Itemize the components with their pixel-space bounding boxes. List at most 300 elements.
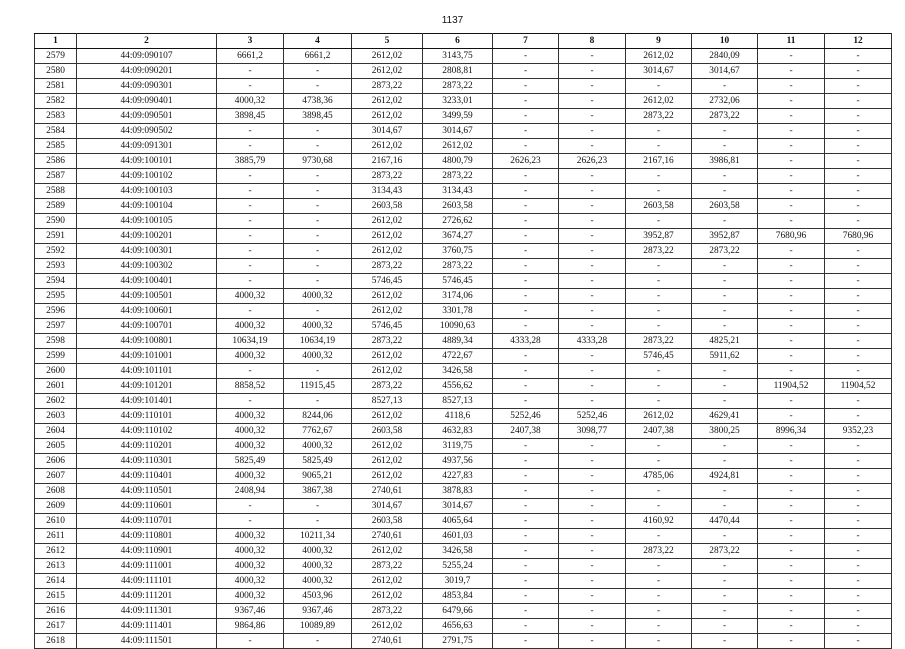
table-cell: 3014,67 — [352, 499, 423, 514]
table-cell: 2589 — [35, 199, 77, 214]
table-cell: 11904,52 — [758, 379, 825, 394]
table-cell: 2407,38 — [493, 424, 559, 439]
table-cell: 44:09:100301 — [77, 244, 217, 259]
table-cell: 2612,02 — [352, 214, 423, 229]
table-cell: 44:09:111001 — [77, 559, 217, 574]
table-cell: - — [493, 469, 559, 484]
table-cell: 2873,22 — [352, 559, 423, 574]
table-cell: 2609 — [35, 499, 77, 514]
table-cell: - — [825, 169, 892, 184]
table-cell: - — [559, 619, 626, 634]
table-cell: 10090,63 — [423, 319, 493, 334]
table-cell: - — [825, 334, 892, 349]
table-cell: 2587 — [35, 169, 77, 184]
table-cell: 44:09:110901 — [77, 544, 217, 559]
table-cell: - — [758, 169, 825, 184]
table-cell: 4738,36 — [284, 94, 352, 109]
table-cell: - — [758, 139, 825, 154]
table-cell: - — [284, 184, 352, 199]
table-row — [35, 619, 892, 634]
table-row — [35, 484, 892, 499]
table-row — [35, 559, 892, 574]
table-cell: - — [692, 484, 758, 499]
table-cell: - — [284, 499, 352, 514]
table-row — [35, 139, 892, 154]
table-row — [35, 334, 892, 349]
table-cell: 3174,06 — [423, 289, 493, 304]
table-header — [35, 34, 892, 49]
table-cell: - — [825, 619, 892, 634]
table-cell: - — [825, 349, 892, 364]
table-cell: - — [825, 589, 892, 604]
table-cell: - — [217, 259, 284, 274]
table-cell: - — [559, 229, 626, 244]
table-row — [35, 349, 892, 364]
table-cell: - — [493, 139, 559, 154]
table-cell: - — [217, 514, 284, 529]
table-cell: 2873,22 — [692, 544, 758, 559]
table-cell: 4000,32 — [217, 424, 284, 439]
table-cell: - — [626, 634, 692, 649]
table-cell: - — [493, 199, 559, 214]
table-cell: - — [692, 169, 758, 184]
table-cell: - — [825, 364, 892, 379]
table-cell: 10634,19 — [284, 334, 352, 349]
table-cell: - — [493, 124, 559, 139]
table-cell: - — [559, 499, 626, 514]
table-cell: - — [758, 199, 825, 214]
table-cell: - — [217, 64, 284, 79]
table-row — [35, 259, 892, 274]
table-cell: 2603 — [35, 409, 77, 424]
table-cell: - — [493, 619, 559, 634]
table-cell: 44:09:100401 — [77, 274, 217, 289]
table-cell: 2612,02 — [352, 469, 423, 484]
table-cell: 3014,67 — [423, 124, 493, 139]
table-cell: - — [758, 64, 825, 79]
table-cell: 44:09:100101 — [77, 154, 217, 169]
table-cell: - — [626, 499, 692, 514]
table-cell: 4470,44 — [692, 514, 758, 529]
table-cell: - — [284, 214, 352, 229]
table-cell: 2873,22 — [692, 109, 758, 124]
table-cell: 44:09:111501 — [77, 634, 217, 649]
table-cell: 2873,22 — [352, 334, 423, 349]
table-row — [35, 289, 892, 304]
table-cell: 4000,32 — [284, 559, 352, 574]
table-cell: - — [217, 229, 284, 244]
table-cell: 4000,32 — [217, 319, 284, 334]
table-cell: - — [493, 349, 559, 364]
table-cell: - — [825, 109, 892, 124]
table-row — [35, 439, 892, 454]
table-cell: 3143,75 — [423, 49, 493, 64]
table-cell: - — [284, 79, 352, 94]
table-cell: 44:09:090501 — [77, 109, 217, 124]
table-cell: - — [559, 214, 626, 229]
table-cell: 3134,43 — [423, 184, 493, 199]
table-cell: - — [825, 244, 892, 259]
table-cell: 2612,02 — [626, 409, 692, 424]
table-cell: 44:09:100102 — [77, 169, 217, 184]
table-cell: - — [825, 49, 892, 64]
table-cell: - — [559, 634, 626, 649]
table-row — [35, 499, 892, 514]
table-cell: 2604 — [35, 424, 77, 439]
table-cell: - — [692, 604, 758, 619]
table-cell: - — [559, 364, 626, 379]
table-cell: 2594 — [35, 274, 77, 289]
table-cell: 3867,38 — [284, 484, 352, 499]
table-cell: 2840,09 — [692, 49, 758, 64]
table-cell: - — [217, 169, 284, 184]
table-cell: 2612,02 — [352, 139, 423, 154]
table-cell: - — [692, 79, 758, 94]
table-body — [35, 49, 892, 649]
table-cell: 3301,78 — [423, 304, 493, 319]
column-header-3: 3 — [217, 34, 284, 49]
table-cell: 4889,34 — [423, 334, 493, 349]
table-cell: - — [626, 79, 692, 94]
table-cell: - — [217, 79, 284, 94]
table-cell: 3800,25 — [692, 424, 758, 439]
table-cell: 2585 — [35, 139, 77, 154]
table-cell: - — [217, 364, 284, 379]
table-cell: 2612,02 — [352, 589, 423, 604]
table-cell: 2612,02 — [352, 49, 423, 64]
table-cell: - — [758, 604, 825, 619]
column-header-11: 11 — [758, 34, 825, 49]
table-cell: 9864,86 — [217, 619, 284, 634]
table-cell: 9352,23 — [825, 424, 892, 439]
table-cell: 2606 — [35, 454, 77, 469]
table-cell: 2612,02 — [626, 94, 692, 109]
table-cell: - — [692, 274, 758, 289]
table-cell: - — [626, 484, 692, 499]
table-cell: - — [692, 634, 758, 649]
table-cell: 2591 — [35, 229, 77, 244]
table-cell: 2612,02 — [352, 619, 423, 634]
table-cell: - — [692, 304, 758, 319]
table-cell: 2616 — [35, 604, 77, 619]
table-cell: - — [758, 49, 825, 64]
table-cell: - — [758, 349, 825, 364]
table-cell: - — [825, 64, 892, 79]
table-cell: - — [559, 244, 626, 259]
table-cell: - — [626, 604, 692, 619]
table-cell: 44:09:100104 — [77, 199, 217, 214]
table-cell: - — [559, 169, 626, 184]
table-cell: - — [559, 139, 626, 154]
table-row — [35, 544, 892, 559]
table-cell: - — [758, 619, 825, 634]
table-row — [35, 229, 892, 244]
table-row — [35, 124, 892, 139]
table-cell: - — [692, 124, 758, 139]
table-cell: - — [493, 64, 559, 79]
table-cell: 2167,16 — [352, 154, 423, 169]
table-cell: - — [692, 439, 758, 454]
table-cell: 44:09:110101 — [77, 409, 217, 424]
table-cell: - — [758, 559, 825, 574]
table-cell: - — [493, 49, 559, 64]
table-cell: - — [758, 289, 825, 304]
table-cell: - — [493, 259, 559, 274]
table-row — [35, 574, 892, 589]
table-cell: - — [825, 319, 892, 334]
table-cell: - — [758, 79, 825, 94]
table-cell: - — [217, 394, 284, 409]
table-cell: 2873,22 — [626, 109, 692, 124]
table-cell: - — [825, 274, 892, 289]
table-cell: - — [825, 604, 892, 619]
table-cell: 44:09:100801 — [77, 334, 217, 349]
table-cell: 2579 — [35, 49, 77, 64]
table-cell: 7762,67 — [284, 424, 352, 439]
table-cell: 2602 — [35, 394, 77, 409]
table-cell: - — [825, 79, 892, 94]
table-cell: - — [493, 514, 559, 529]
table-cell: 2612,02 — [352, 364, 423, 379]
table-cell: - — [559, 559, 626, 574]
table-cell: 2808,81 — [423, 64, 493, 79]
table-cell: 4000,32 — [284, 439, 352, 454]
table-cell: - — [284, 169, 352, 184]
table-cell: 44:09:090201 — [77, 64, 217, 79]
table-cell: - — [825, 184, 892, 199]
table-cell: 44:09:101201 — [77, 379, 217, 394]
table-cell: - — [493, 439, 559, 454]
table-cell: - — [493, 604, 559, 619]
table-cell: 3233,01 — [423, 94, 493, 109]
table-cell: - — [626, 619, 692, 634]
header-row — [35, 34, 892, 49]
table-cell: 3499,59 — [423, 109, 493, 124]
table-cell: - — [493, 304, 559, 319]
table-row — [35, 424, 892, 439]
table-cell: 4000,32 — [284, 574, 352, 589]
table-cell: 4000,32 — [217, 529, 284, 544]
table-cell: - — [626, 394, 692, 409]
table-cell: 3674,27 — [423, 229, 493, 244]
table-cell: - — [559, 589, 626, 604]
table-cell: 3986,81 — [692, 154, 758, 169]
table-row — [35, 529, 892, 544]
table-cell: 44:09:110501 — [77, 484, 217, 499]
table-cell: - — [626, 259, 692, 274]
table-cell: - — [692, 319, 758, 334]
table-cell: 3019,7 — [423, 574, 493, 589]
table-cell: 3952,87 — [626, 229, 692, 244]
table-cell: - — [217, 304, 284, 319]
table-cell: 2612,02 — [352, 544, 423, 559]
table-cell: - — [758, 544, 825, 559]
table-cell: 4632,83 — [423, 424, 493, 439]
table-cell: - — [825, 409, 892, 424]
table-cell: - — [758, 499, 825, 514]
table-cell: - — [825, 454, 892, 469]
table-cell: 2608 — [35, 484, 77, 499]
table-cell: 44:09:091301 — [77, 139, 217, 154]
table-cell: - — [284, 64, 352, 79]
table-cell: 4000,32 — [284, 544, 352, 559]
table-cell: 2592 — [35, 244, 77, 259]
table-cell: 4800,79 — [423, 154, 493, 169]
table-row — [35, 154, 892, 169]
table-row — [35, 244, 892, 259]
table-cell: 3426,58 — [423, 544, 493, 559]
table-cell: 2615 — [35, 589, 77, 604]
table-cell: 4000,32 — [217, 589, 284, 604]
column-header-1: 1 — [35, 34, 77, 49]
table-cell: - — [284, 514, 352, 529]
table-cell: 2582 — [35, 94, 77, 109]
table-cell: - — [217, 199, 284, 214]
table-cell: 2601 — [35, 379, 77, 394]
table-row — [35, 49, 892, 64]
table-cell: 44:09:090301 — [77, 79, 217, 94]
table-cell: 2873,22 — [626, 334, 692, 349]
table-row — [35, 79, 892, 94]
table-cell: - — [493, 109, 559, 124]
table-cell: 4656,63 — [423, 619, 493, 634]
table-cell: 2740,61 — [352, 634, 423, 649]
table-cell: - — [493, 394, 559, 409]
table-cell: 2613 — [35, 559, 77, 574]
table-cell: - — [559, 529, 626, 544]
table-cell: - — [692, 379, 758, 394]
table-cell: 5746,45 — [352, 319, 423, 334]
table-cell: - — [493, 289, 559, 304]
table-cell: 4118,6 — [423, 409, 493, 424]
table-cell: 2612,02 — [352, 349, 423, 364]
table-cell: - — [284, 139, 352, 154]
table-cell: 4000,32 — [217, 469, 284, 484]
column-header-2: 2 — [77, 34, 217, 49]
table-cell: - — [626, 529, 692, 544]
table-cell: - — [758, 514, 825, 529]
table-cell: - — [758, 334, 825, 349]
table-cell: - — [493, 184, 559, 199]
table-cell: - — [493, 169, 559, 184]
table-cell: - — [493, 274, 559, 289]
table-cell: 2612,02 — [352, 289, 423, 304]
table-cell: - — [217, 634, 284, 649]
column-header-10: 10 — [692, 34, 758, 49]
table-cell: 4924,81 — [692, 469, 758, 484]
table-cell: 3952,87 — [692, 229, 758, 244]
table-cell: 2597 — [35, 319, 77, 334]
table-cell: 2612,02 — [352, 304, 423, 319]
table-cell: 5746,45 — [626, 349, 692, 364]
table-cell: - — [626, 559, 692, 574]
table-cell: 2167,16 — [626, 154, 692, 169]
table-row — [35, 169, 892, 184]
table-row — [35, 199, 892, 214]
table-row — [35, 379, 892, 394]
table-cell: 2605 — [35, 439, 77, 454]
table-cell: 7680,96 — [825, 229, 892, 244]
table-cell: 2408,94 — [217, 484, 284, 499]
table-cell: - — [758, 484, 825, 499]
table-cell: - — [758, 154, 825, 169]
table-cell: 44:09:110201 — [77, 439, 217, 454]
table-cell: - — [559, 349, 626, 364]
table-cell: - — [758, 439, 825, 454]
table-cell: - — [559, 199, 626, 214]
table-row — [35, 634, 892, 649]
table-cell: 2873,22 — [352, 604, 423, 619]
table-cell: 2603,58 — [423, 199, 493, 214]
table-cell: 44:09:110601 — [77, 499, 217, 514]
table-cell: - — [758, 184, 825, 199]
table-cell: 2873,22 — [423, 79, 493, 94]
table-cell: 4853,84 — [423, 589, 493, 604]
table-cell: 4000,32 — [217, 94, 284, 109]
table-cell: 2873,22 — [626, 544, 692, 559]
table-cell: 4722,67 — [423, 349, 493, 364]
table-cell: - — [758, 244, 825, 259]
table-cell: - — [626, 289, 692, 304]
table-cell: - — [692, 184, 758, 199]
table-cell: - — [493, 484, 559, 499]
table-cell: 44:09:090401 — [77, 94, 217, 109]
table-cell: 4000,32 — [217, 574, 284, 589]
table-cell: 2581 — [35, 79, 77, 94]
table-cell: - — [559, 469, 626, 484]
table-cell: - — [217, 244, 284, 259]
table-cell: 3014,67 — [692, 64, 758, 79]
table-cell: - — [692, 259, 758, 274]
table-cell: - — [758, 409, 825, 424]
table-cell: - — [217, 139, 284, 154]
table-row — [35, 514, 892, 529]
table-cell: - — [493, 589, 559, 604]
column-header-5: 5 — [352, 34, 423, 49]
table-cell: - — [825, 634, 892, 649]
table-cell: 2599 — [35, 349, 77, 364]
table-cell: - — [626, 319, 692, 334]
table-cell: 11915,45 — [284, 379, 352, 394]
table-cell: - — [493, 244, 559, 259]
table-cell: 4503,96 — [284, 589, 352, 604]
table-cell: - — [493, 544, 559, 559]
table-cell: 9730,68 — [284, 154, 352, 169]
table-cell: - — [758, 574, 825, 589]
table-cell: 2583 — [35, 109, 77, 124]
table-cell: - — [217, 214, 284, 229]
table-cell: - — [559, 574, 626, 589]
table-cell: - — [493, 229, 559, 244]
table-cell: 2593 — [35, 259, 77, 274]
table-cell: 4785,06 — [626, 469, 692, 484]
table-cell: 44:09:111101 — [77, 574, 217, 589]
table-cell: - — [493, 499, 559, 514]
table-cell: 4000,32 — [284, 319, 352, 334]
table-cell: - — [758, 304, 825, 319]
column-header-4: 4 — [284, 34, 352, 49]
table-cell: 4333,28 — [559, 334, 626, 349]
table-cell: 9367,46 — [217, 604, 284, 619]
table-cell: - — [825, 499, 892, 514]
table-row — [35, 394, 892, 409]
table-cell: - — [284, 199, 352, 214]
table-cell: 10089,89 — [284, 619, 352, 634]
table-cell: - — [559, 79, 626, 94]
table-cell: - — [692, 364, 758, 379]
table-cell: - — [559, 49, 626, 64]
table-cell: - — [758, 259, 825, 274]
